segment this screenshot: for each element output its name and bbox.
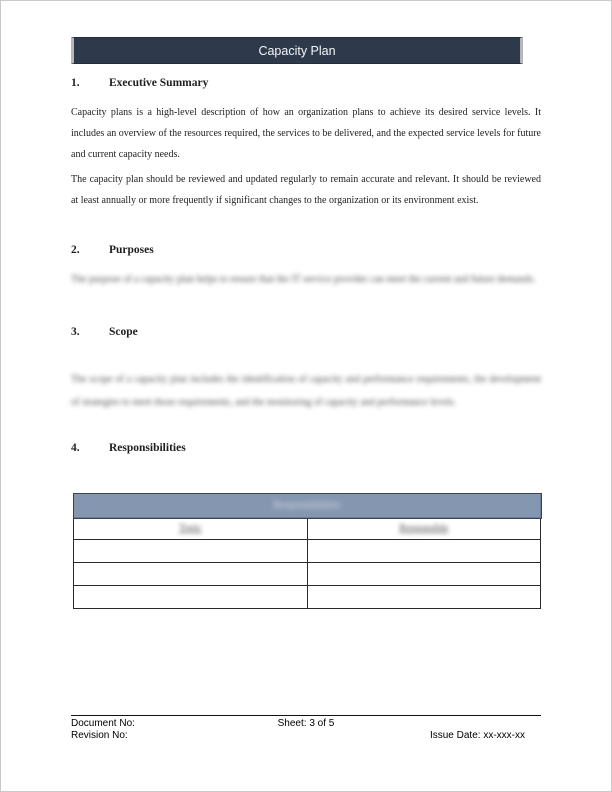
section-number: 2.	[71, 244, 80, 256]
column-header-responsible: Responsible	[307, 518, 541, 540]
section-heading-responsibilities	[71, 440, 541, 456]
table-cell-empty	[74, 563, 308, 586]
document-title-bar	[71, 37, 523, 64]
footer-row-2	[71, 730, 541, 742]
purposes-blurred-paragraph: The purpose of a capacity plan helps to ensure that the IT service provider can meet the current and future demands.	[71, 274, 536, 285]
table-cell-empty	[74, 586, 308, 609]
responsibilities-table	[73, 493, 541, 609]
revision-no-label: Revision No:	[71, 730, 128, 741]
section-number: 4.	[71, 442, 80, 454]
section-heading-scope	[71, 324, 541, 340]
section-title: Executive Summary	[109, 77, 209, 89]
scope-blurred-paragraph: The scope of a capacity plan includes the identification of capacity and performance requirements, the development of strategies to meet those requirements, and the monitoring of capacity and performance levels.	[71, 374, 541, 408]
table-row	[74, 540, 541, 563]
column-header-topic: Topic	[74, 518, 308, 540]
table-title-blurred: Responsibilities	[273, 500, 341, 511]
executive-summary-paragraph-1: Capacity plans is a high-level description of how an organization plans to achieve its desired service levels. It includes an overview of the resources required, the services to be delivered, and the expected service levels for future and current capacity needs.	[71, 107, 541, 160]
section-title: Purposes	[109, 244, 154, 256]
document-title: Capacity Plan	[258, 43, 336, 58]
table-cell-empty	[307, 540, 541, 563]
document-no-label: Document No:	[71, 718, 135, 729]
table-cell-empty	[307, 563, 541, 586]
table-body	[74, 540, 541, 609]
table-title-cell	[74, 494, 541, 518]
section-title: Responsibilities	[109, 442, 186, 454]
issue-date-label: Issue Date: xx-xxx-xx	[429, 730, 525, 741]
section-number: 3.	[71, 326, 80, 338]
section-heading-executive-summary	[71, 75, 541, 91]
executive-summary-paragraph-2: The capacity plan should be reviewed and updated regularly to remain accurate and relevant. It should be reviewed at least annually or more frequently if significant changes to the organization or its environment exist.	[71, 174, 541, 206]
sheet-label: Sheet: 3 of 5	[277, 718, 335, 729]
footer-divider	[71, 715, 541, 716]
section-title: Scope	[109, 326, 138, 338]
table-cell-empty	[307, 586, 541, 609]
footer-row-1	[71, 718, 541, 730]
section-number: 1.	[71, 77, 80, 89]
table-row	[74, 586, 541, 609]
table-cell-empty	[74, 540, 308, 563]
table-row	[74, 563, 541, 586]
table-title-row	[74, 494, 541, 518]
section-heading-purposes	[71, 242, 541, 258]
table-column-header-row	[74, 518, 541, 540]
